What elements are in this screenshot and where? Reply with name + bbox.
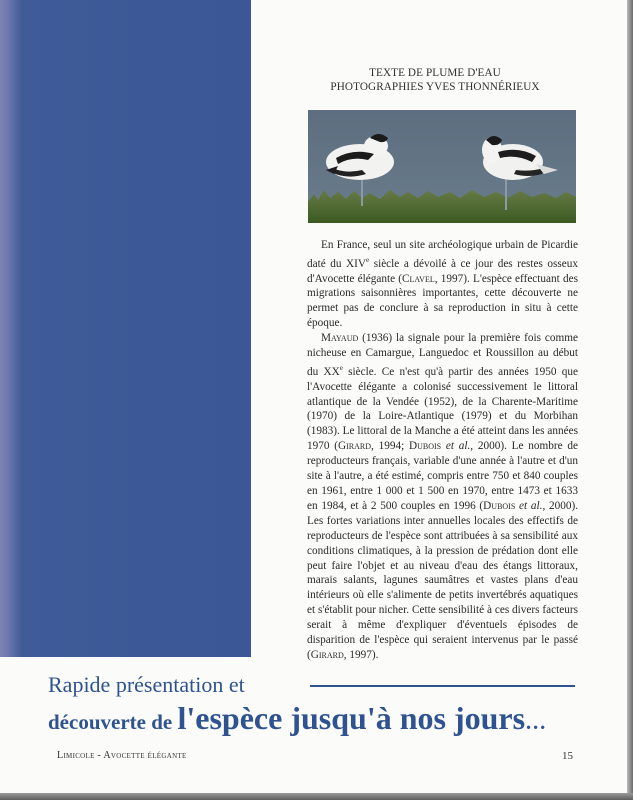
credits-photographer: PHOTOGRAPHIES YVES THONNÉRIEUX xyxy=(330,81,540,93)
p2-text-f: , 1997). xyxy=(343,648,379,661)
citation-girard-1994: Girard xyxy=(338,440,372,453)
heading-rule xyxy=(310,685,575,687)
scan-edge-right xyxy=(627,0,633,800)
page-footer xyxy=(57,750,573,762)
paragraph-2 xyxy=(307,331,578,663)
heading-subtitle: Rapide présentation et xyxy=(48,672,245,697)
p1-text-a: En France, seul un site archéologique urbain de Picardie daté du XIV xyxy=(307,239,578,270)
citation-dubois-2: Dubois xyxy=(483,499,516,512)
citation-clavel: Clavel xyxy=(402,272,435,285)
article-credits xyxy=(300,66,570,94)
avocet-photo-illustration xyxy=(308,110,576,223)
p1-superscript: e xyxy=(366,255,370,264)
paragraph-1 xyxy=(307,238,578,331)
et-al-1: et al. xyxy=(445,440,471,453)
credits-text-author: TEXTE DE PLUME D'EAU xyxy=(369,67,501,79)
p2-text-e: , 2000). Les fortes variations inter annuelles locales des effectifs de reproducteurs de l'espèce sont attribuées à sa sensibilité aux conditions climatiques, à la pression de prédation dont elle peut faire l'objet et au niveau d'eau des étangs littoraux, marais salants, lagunes saumâtres et vastes plans d'eau intérieurs où elle s'alimente de petits invertébrés aquatiques et s'établit pour nicher. Cette sensibilité à ces divers facteurs serait à même d'expliquer d'éventuels épisodes de disparition de l'espèce qui seraient intervenus par le passé ( xyxy=(307,499,579,661)
citation-girard-1997: Girard xyxy=(310,648,344,661)
article-body xyxy=(307,238,578,663)
section-heading xyxy=(48,672,588,745)
et-al-2: et al. xyxy=(519,499,543,512)
p2-superscript: e xyxy=(339,364,343,372)
p2-text-d: , 2000). Le nombre de reproducteurs français, variable d'une année à l'autre et d'un site à l'autre, a été estimé, compris entre 750 et 840 couples en 1961, entre 1 000 et 1 500 en 1970, entre 1473 et 1633 en 1984, et à 2 500 couples en 1996 ( xyxy=(307,440,578,512)
citation-mayaud: Mayaud xyxy=(321,332,359,345)
p1-text-b: siècle a dévoilé à ce jour des restes osseux d'Avocette élégante ( xyxy=(307,257,578,285)
p2-text-c: , 1994; xyxy=(371,440,409,453)
citation-dubois-1: Dubois xyxy=(408,440,442,453)
p1-text-c: , 1997). L'espèce effectuant des migrations saisonnières importantes, cette découverte ne permet pas de conclure à sa reproduction in situ à cette époque. xyxy=(307,272,578,330)
page-number: 15 xyxy=(562,750,573,762)
heading-small-text: découverte de xyxy=(48,710,178,734)
avocet-photo xyxy=(308,110,576,223)
heading-large-text: l'espèce jusqu'à nos jours xyxy=(177,700,526,736)
heading-line-2 xyxy=(48,698,588,745)
scan-edge-bottom xyxy=(0,793,633,800)
p2-text-b: siècle. Ce n'est qu'à partir des années 1950 que l'Avocette élégante a colonisé successivement le littoral atlantique de la Vendée (1952), de la Charente-Maritime (1970) de la Loire-Atlantique (1979) et du Morbihan (1983). Le littoral de la Manche a été atteint dans les années 1970 ( xyxy=(307,365,578,453)
running-footer-title: Limicole - Avocette élégante xyxy=(57,750,187,761)
heading-ellipsis: … xyxy=(525,710,547,734)
p2-text-a: (1936) la signale pour la première fois comme nicheuse en Camargue, Languedoc et Roussillon au début du XX xyxy=(307,332,578,378)
blue-side-panel xyxy=(0,0,251,657)
